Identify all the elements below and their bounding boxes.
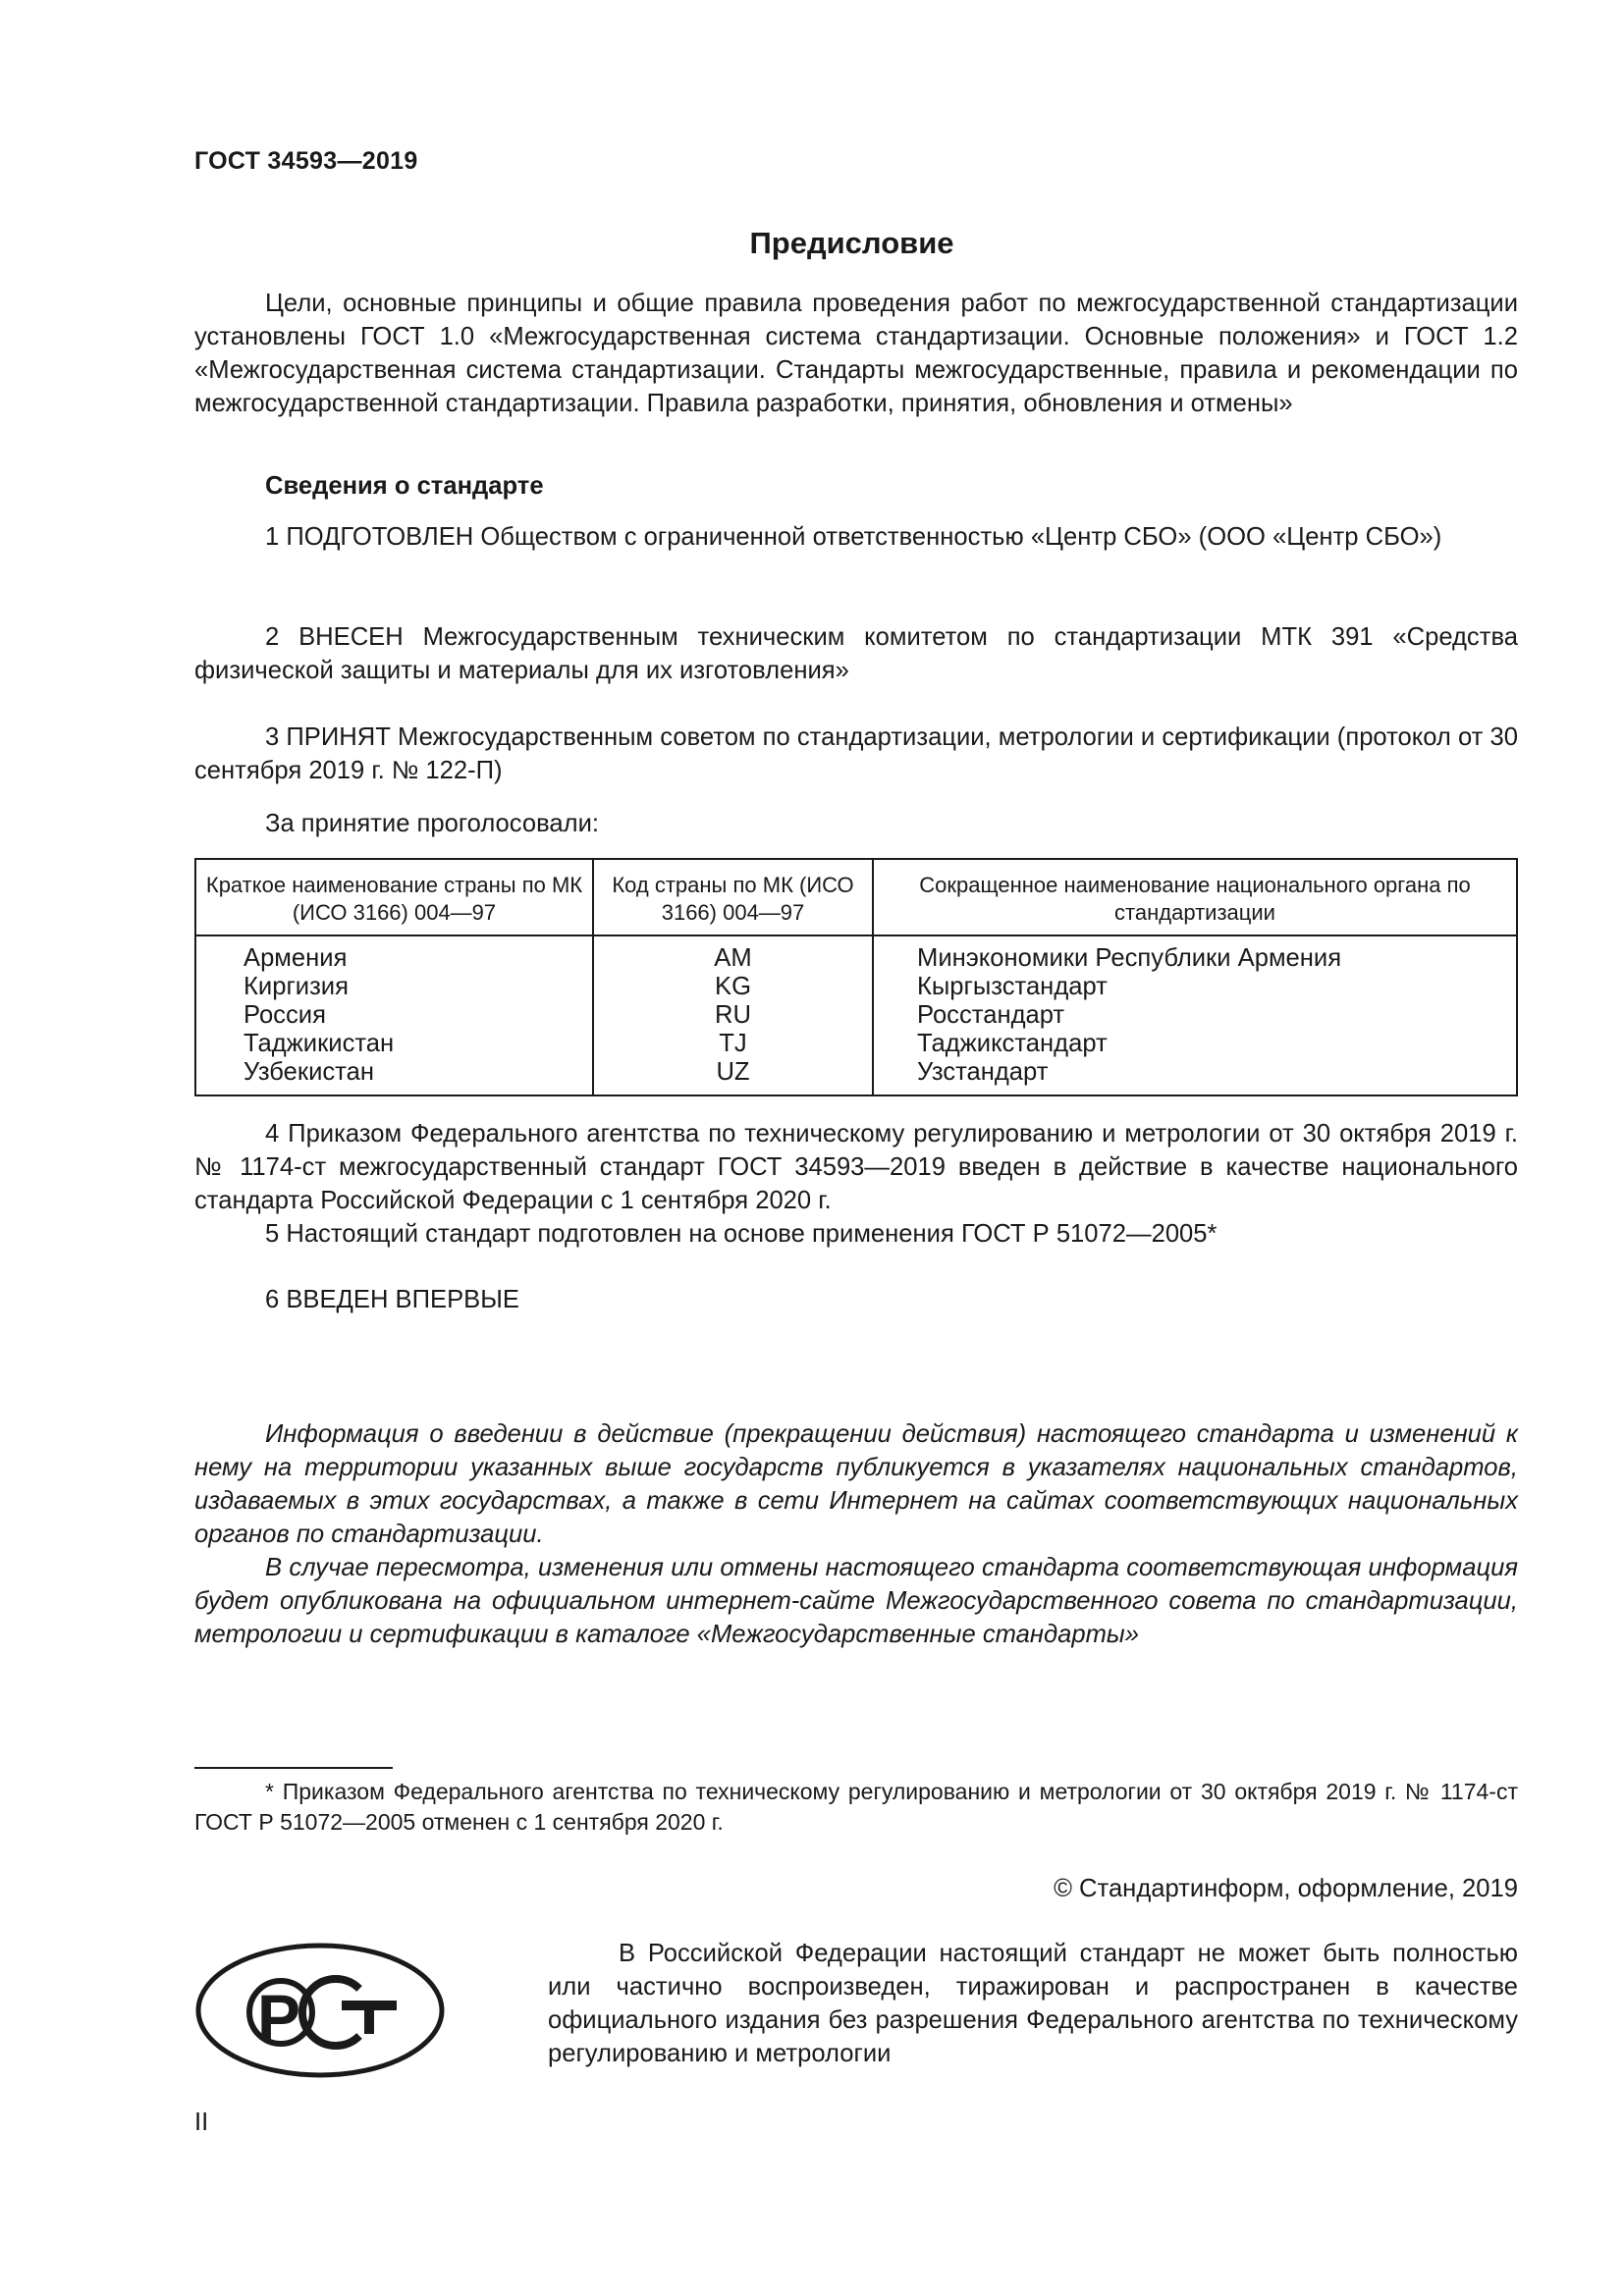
- footnote: [194, 1777, 1518, 1838]
- page-number: II: [194, 2109, 209, 2136]
- reproduction-notice-text: В Российской Федерации настоящий стандарт не может быть полностью или частично воспроизведен, тиражирован и распространен в качестве официального издания без разрешения Федерального агентства по техническому регулированию и метрологии: [548, 1940, 1518, 2067]
- country-code: RU: [593, 1001, 873, 1030]
- info-revision-notice: В случае пересмотра, изменения или отмены настоящего стандарта соответствующая информация будет опубликована на официальном интернет-сайте Межгосударственного совета по стандартизации, метрологии и сертификации в каталоге «Межгосударственные стандарты»: [194, 1554, 1518, 1648]
- item-adopted: 3 ПРИНЯТ Межгосударственным советом по стандартизации, метрологии и сертификации (протокол от 30 сентября 2019 г. № 122-П): [194, 723, 1518, 784]
- info-notice-block: [194, 1417, 1518, 1651]
- reproduction-notice: [548, 1937, 1518, 2070]
- national-body: Минэкономики Республики Армения: [873, 935, 1517, 973]
- vote-label-block: [194, 807, 1518, 840]
- table-row: [195, 1001, 1517, 1030]
- country-code: UZ: [593, 1058, 873, 1095]
- national-body: Таджикстандарт: [873, 1030, 1517, 1058]
- item-3-block: [194, 721, 1518, 787]
- table-row: [195, 1030, 1517, 1058]
- country-code: AM: [593, 935, 873, 973]
- table-header-row: [195, 859, 1517, 935]
- voting-countries-table: [194, 858, 1518, 1096]
- country-name: Таджикистан: [195, 1030, 593, 1058]
- item-1-block: [194, 520, 1518, 554]
- footnote-divider: [194, 1767, 393, 1769]
- item-4-block: [194, 1117, 1518, 1217]
- country-name: Россия: [195, 1001, 593, 1030]
- item-first-introduced: 6 ВВЕДЕН ВПЕРВЫЕ: [265, 1286, 519, 1313]
- country-name: Армения: [195, 935, 593, 973]
- table-row: [195, 973, 1517, 1001]
- item-6-block: [194, 1283, 1518, 1316]
- country-code: KG: [593, 973, 873, 1001]
- item-enacted: 4 Приказом Федерального агентства по техническому регулированию и метрологии от 30 октября 2019 г. № 1174-ст межгосударственный стандарт ГОСТ 34593—2019 введен в действие в качестве национального стандарта Российской Федерации с 1 сентября 2020 г.: [194, 1120, 1518, 1214]
- national-body: Росстандарт: [873, 1001, 1517, 1030]
- header-national-body: Сокращенное наименование национального органа по стандартизации: [873, 859, 1517, 935]
- footnote-text: * Приказом Федерального агентства по техническому регулированию и метрологии от 30 октября 2019 г. № 1174-ст ГОСТ Р 51072—2005 отменен с 1 сентября 2020 г.: [194, 1779, 1518, 1835]
- info-heading-block: [194, 469, 1518, 503]
- copyright: © Стандартинформ, оформление, 2019: [1054, 1875, 1518, 1902]
- svg-text:P: P: [257, 1981, 301, 2054]
- item-prepared: 1 ПОДГОТОВЛЕН Обществом с ограниченной ответственностью «Центр СБО» (ООО «Центр СБО»): [265, 523, 1442, 551]
- table-row: [195, 935, 1517, 973]
- item-5-block: [194, 1217, 1518, 1251]
- item-submitted: 2 ВНЕСЕН Межгосударственным техническим комитетом по стандартизации МТК 391 «Средства физической защиты и материалы для их изготовления»: [194, 623, 1518, 684]
- header-country-code: Код страны по МК (ИСО 3166) 004—97: [593, 859, 873, 935]
- document-code: ГОСТ 34593—2019: [194, 147, 418, 175]
- national-body: Узстандарт: [873, 1058, 1517, 1095]
- info-heading: Сведения о стандарте: [265, 472, 544, 500]
- header-country-name: Краткое наименование страны по МК (ИСО 3166) 004—97: [195, 859, 593, 935]
- country-code: TJ: [593, 1030, 873, 1058]
- page-title: Предисловие: [749, 226, 954, 260]
- item-2-block: [194, 620, 1518, 687]
- preface-intro: Цели, основные принципы и общие правила проведения работ по межгосударственной стандартизации установлены ГОСТ 1.0 «Межгосударственная система стандартизации. Основные положения» и ГОСТ 1.2 «Межгосударственная система стандартизации. Стандарты межгосударственные, правила и рекомендации по межгосударственной стандартизации. Правила разработки, принятия, обновления и отмены»: [194, 290, 1518, 417]
- country-name: Киргизия: [195, 973, 593, 1001]
- vote-label: За принятие проголосовали:: [265, 810, 599, 837]
- national-body: Кыргызстандарт: [873, 973, 1517, 1001]
- item-based-on: 5 Настоящий стандарт подготовлен на основе применения ГОСТ Р 51072—2005*: [265, 1220, 1218, 1248]
- rst-mark-logo: [194, 1942, 446, 2079]
- preface-intro-block: [194, 287, 1518, 420]
- info-publication-notice: Информация о введении в действие (прекращении действия) настоящего стандарта и изменений к нему на территории указанных выше государств публикуется в указателях национальных стандартов, издаваемых в этих государствах, а также в сети Интернет на сайтах соответствующих национальных органов по стандартизации.: [194, 1420, 1518, 1548]
- table-row: [195, 1058, 1517, 1095]
- country-name: Узбекистан: [195, 1058, 593, 1095]
